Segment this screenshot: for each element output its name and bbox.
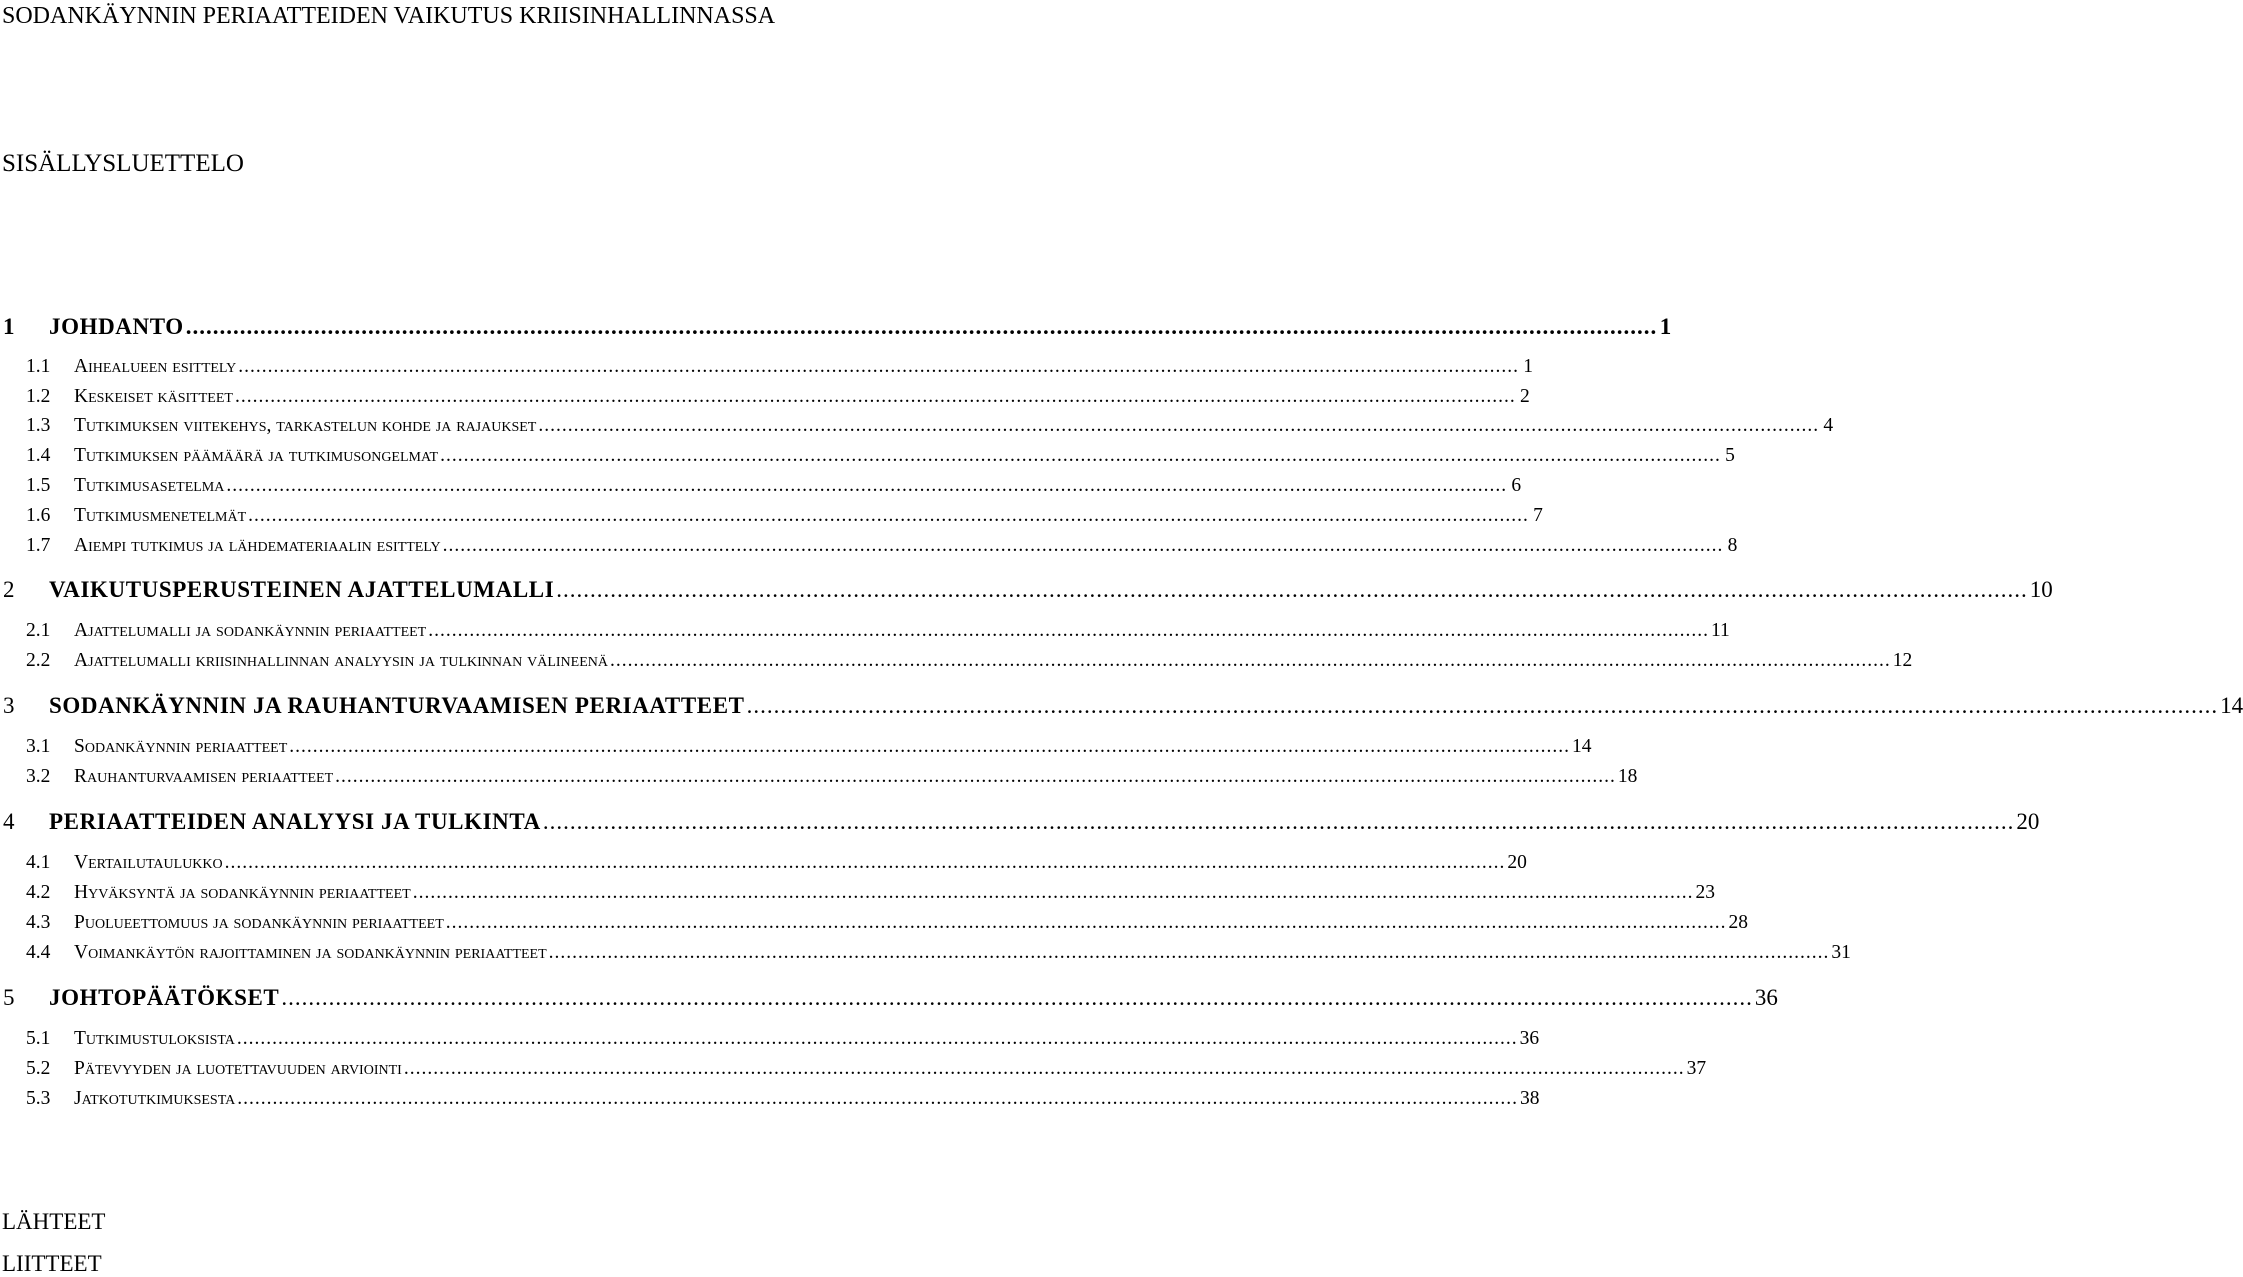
toc-page-number: 12 xyxy=(1892,650,1913,671)
toc-leader: .......................................................................................................................................................................................................................... xyxy=(234,386,1516,407)
toc-number: 1.4 xyxy=(26,445,51,466)
toc-title: Ajattelumalli kriisinhallinnan analyysin ja tulkinnan välineenä xyxy=(74,650,608,671)
toc-number: 2 xyxy=(3,577,15,602)
toc-entry[interactable] xyxy=(0,445,1735,471)
toc-entry[interactable] xyxy=(0,942,1851,968)
toc-number: 4 xyxy=(3,809,15,834)
toc-entry[interactable] xyxy=(0,505,1543,531)
toc-page-number: 37 xyxy=(1686,1058,1707,1079)
toc-title: Aiempi tutkimus ja lähdemateriaalin esittely xyxy=(74,535,441,556)
toc-leader: .......................................................................................................................................................................................................................... xyxy=(248,505,1529,526)
toc-page-number: 23 xyxy=(1695,882,1715,903)
toc-leader: .......................................................................................................................................................................................................................... xyxy=(236,1028,1518,1049)
toc-title: Voimankäytön rajoittaminen ja sodankäynnin periaatteet xyxy=(74,942,547,963)
toc-title: Tutkimuksen viitekehys, tarkastelun kohde ja rajaukset xyxy=(74,415,537,436)
toc-title: JOHDANTO xyxy=(49,314,184,339)
toc-entry[interactable] xyxy=(0,386,1530,412)
toc-title: Vertailutaulukko xyxy=(74,852,223,873)
attachments-heading[interactable]: LIITTEET xyxy=(2,1251,102,1276)
toc-page-number: 28 xyxy=(1728,912,1748,933)
toc-number: 4.1 xyxy=(26,852,51,873)
toc-number: 4.3 xyxy=(26,912,51,933)
toc-number: 3 xyxy=(3,693,15,718)
toc-leader: .......................................................................................................................................................................................................................... xyxy=(556,577,2028,602)
toc-leader: .......................................................................................................................................................................................................................... xyxy=(428,620,1709,641)
toc-page-number: 1 xyxy=(1659,314,1672,339)
toc-leader: .......................................................................................................................................................................................................................... xyxy=(289,736,1571,757)
toc-entry[interactable] xyxy=(0,650,1913,676)
toc-entry[interactable] xyxy=(0,882,1715,908)
toc-title: SODANKÄYNNIN JA RAUHANTURVAAMISEN PERIAATTEET xyxy=(49,693,745,718)
toc-title: Tutkimusmenetelmät xyxy=(74,505,247,526)
toc-leader: .......................................................................................................................................................................................................................... xyxy=(609,650,1891,671)
toc-entry[interactable] xyxy=(0,693,2243,719)
toc-title: JOHTOPÄÄTÖKSET xyxy=(49,985,280,1010)
toc-page-number: 14 xyxy=(2220,693,2243,718)
toc-entry[interactable] xyxy=(0,535,1738,561)
toc-page-number: 6 xyxy=(1511,475,1522,496)
toc-entry[interactable] xyxy=(0,1058,1707,1084)
toc-title: Ajattelumalli ja sodankäynnin periaatteet xyxy=(74,620,427,641)
toc-page-number: 31 xyxy=(1831,942,1851,963)
toc-page-number: 5 xyxy=(1725,445,1735,466)
toc-entry[interactable] xyxy=(0,766,1638,792)
toc-page-number: 14 xyxy=(1572,736,1592,757)
toc-number: 1 xyxy=(3,314,15,339)
toc-leader: .......................................................................................................................................................................................................................... xyxy=(281,985,1753,1010)
toc-number: 5.3 xyxy=(26,1088,51,1109)
toc-page-number: 4 xyxy=(1823,415,1834,436)
toc-entry[interactable] xyxy=(0,356,1533,382)
toc-title: Puolueettomuus ja sodankäynnin periaatteet xyxy=(74,912,444,933)
toc-leader: .......................................................................................................................................................................................................................... xyxy=(224,852,1506,873)
toc-leader: .......................................................................................................................................................................................................................... xyxy=(238,356,1519,377)
toc-page-number: 1 xyxy=(1523,356,1533,377)
toc-leader: .......................................................................................................................................................................................................................... xyxy=(548,942,1830,963)
toc-number: 3.2 xyxy=(26,766,51,787)
toc-page-number: 20 xyxy=(2016,809,2040,834)
toc-entry[interactable] xyxy=(0,912,1748,938)
toc-title: Tutkimuksen päämäärä ja tutkimusongelmat xyxy=(74,445,439,466)
toc-title: Tutkimusasetelma xyxy=(74,475,225,496)
toc-number: 5.1 xyxy=(26,1028,51,1049)
toc-number: 1.6 xyxy=(26,505,51,526)
toc-entry[interactable] xyxy=(0,620,1730,646)
toc-title: Tutkimustuloksista xyxy=(74,1028,235,1049)
toc-leader: .......................................................................................................................................................................................................................... xyxy=(542,809,2015,834)
toc-page-number: 11 xyxy=(1710,620,1730,641)
toc-leader: .......................................................................................................................................................................................................................... xyxy=(412,882,1694,903)
toc-number: 2.2 xyxy=(26,650,51,671)
toc-number: 1.1 xyxy=(26,356,51,377)
toc-entry[interactable] xyxy=(0,475,1522,501)
toc-page-number: 8 xyxy=(1727,535,1738,556)
toc-leader: .......................................................................................................................................................................................................................... xyxy=(746,693,2219,718)
toc-number: 5 xyxy=(3,985,15,1010)
toc-number: 5.2 xyxy=(26,1058,51,1079)
toc-entry[interactable] xyxy=(0,736,1592,762)
toc-number: 1.3 xyxy=(26,415,51,436)
toc-number: 2.1 xyxy=(26,620,51,641)
toc-page-number: 36 xyxy=(1754,985,1778,1010)
toc-leader: .......................................................................................................................................................................................................................... xyxy=(237,1088,1518,1109)
toc-title: VAIKUTUSPERUSTEINEN AJATTELUMALLI xyxy=(49,577,555,602)
toc-title: Sodankäynnin periaatteet xyxy=(74,736,288,757)
toc-title: Keskeiset käsitteet xyxy=(74,386,233,407)
toc-number: 3.1 xyxy=(26,736,51,757)
toc-leader: .......................................................................................................................................................................................................................... xyxy=(440,445,1721,466)
toc-title: Pätevyyden ja luotettavuuden arviointi xyxy=(74,1058,402,1079)
toc-number: 1.2 xyxy=(26,386,51,407)
toc-page-number: 36 xyxy=(1519,1028,1540,1049)
toc-number: 1.7 xyxy=(26,535,51,556)
toc-page-number: 7 xyxy=(1533,505,1543,526)
toc-leader: .......................................................................................................................................................................................................................... xyxy=(226,475,1508,496)
toc-leader: .......................................................................................................................................................................................................................... xyxy=(445,912,1727,933)
toc-page-number: 10 xyxy=(2029,577,2053,602)
references-heading[interactable]: LÄHTEET xyxy=(2,1209,106,1234)
toc-leader: .......................................................................................................................................................................................................................... xyxy=(185,314,1658,339)
toc-number: 1.5 xyxy=(26,475,51,496)
toc-entry[interactable] xyxy=(0,985,1778,1011)
toc-leader: .......................................................................................................................................................................................................................... xyxy=(403,1058,1685,1079)
toc-page-number: 38 xyxy=(1520,1088,1540,1109)
toc-title: Hyväksyntä ja sodankäynnin periaatteet xyxy=(74,882,411,903)
toc-entry[interactable] xyxy=(0,415,1834,441)
toc-page-number: 20 xyxy=(1507,852,1527,873)
toc-heading: SISÄLLYSLUETTELO xyxy=(2,150,244,177)
toc-title: PERIAATTEIDEN ANALYYSI JA TULKINTA xyxy=(49,809,541,834)
toc-leader: .......................................................................................................................................................................................................................... xyxy=(335,766,1616,787)
toc-entry[interactable] xyxy=(0,809,2040,835)
toc-number: 4.4 xyxy=(26,942,51,963)
toc-page-number: 18 xyxy=(1617,766,1638,787)
toc-title: Rauhanturvaamisen periaatteet xyxy=(74,766,334,787)
toc-entry[interactable] xyxy=(0,1028,1540,1054)
toc-title: Aihealueen esittely xyxy=(74,356,237,377)
toc-title: Jatkotutkimuksesta xyxy=(74,1088,236,1109)
document-title: SODANKÄYNNIN PERIAATTEIDEN VAIKUTUS KRIISINHALLINNASSA xyxy=(2,3,776,29)
toc-entry[interactable] xyxy=(0,1088,1540,1114)
toc-page-number: 2 xyxy=(1519,386,1530,407)
toc-entry[interactable] xyxy=(0,852,1527,878)
toc-entry[interactable] xyxy=(0,314,1672,340)
toc-leader: .......................................................................................................................................................................................................................... xyxy=(538,415,1820,436)
toc-leader: .......................................................................................................................................................................................................................... xyxy=(442,535,1724,556)
toc-entry[interactable] xyxy=(0,577,2053,603)
toc-number: 4.2 xyxy=(26,882,51,903)
